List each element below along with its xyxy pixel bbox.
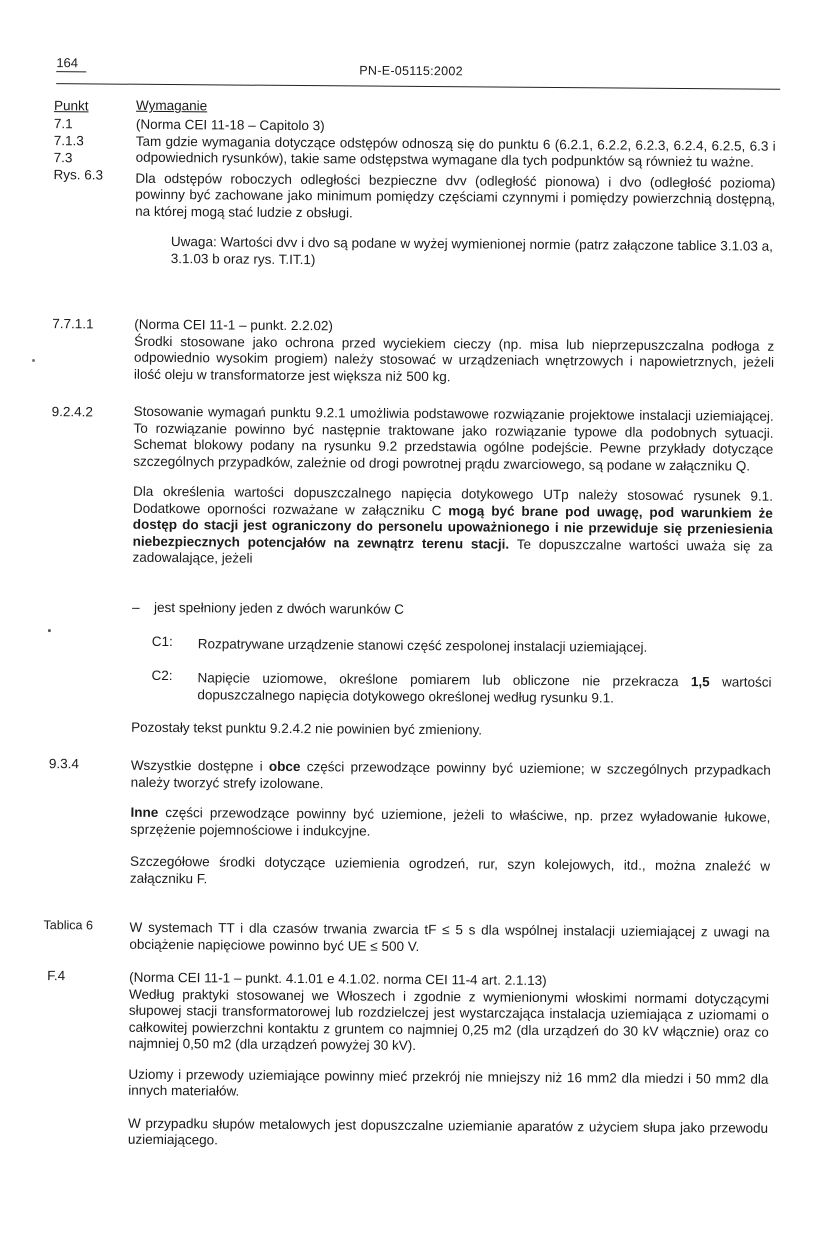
s3-p2-text-a: Dla określenia wartości dopuszczalnego napięcia dotykowego UTp należy stosować rysunek 9.1. Dodatkowe oporności rozważane w załączniku C — [132, 483, 774, 518]
s4-p1-c: części przewodzące powinny być uziemione; w szczególnych przypadkach należy tworzyć strefy izolowane. — [130, 759, 771, 791]
c2-label: C2: — [151, 667, 173, 684]
s1-norm-ref: (Norma CEI 11-18 – Capitolo 3) — [135, 116, 325, 134]
s6-paragraph-3: W przypadku słupów metalowych jest dopuszczalne uziemianie aparatów z użyciem słupa jako przewodu uziemiającego. — [127, 1115, 769, 1148]
s4-p1-a: Wszystkie dostępne i — [130, 757, 270, 774]
section-1-refs — [53, 115, 124, 184]
c1-text: Rozpatrywane urządzenie stanowi część zespolonej instalacji uziemiającej. — [197, 636, 648, 655]
section-6-body — [128, 970, 769, 1154]
s1-paragraph-1: Tam gdzie wymagania dotyczące odstępów odnoszą się do punktu 6 (6.2.1, 6.2.2, 6.2.3, 6.2.4, 6.2.5, 6.3 i odpowiednich rysunków), takie same odstępstwa wymagane dla tych podpunktów są również tu ważne. — [135, 133, 776, 170]
c2-text-a: Napięcie uziomowe, określone pomiarem lub obliczone nie przekracza — [197, 670, 691, 690]
s4-paragraph-2 — [130, 805, 770, 843]
section-3-body — [132, 404, 773, 572]
s4-p2-b: części przewodzące powinny być uziemione, jeżeli to właściwe, np. przez wyładowanie łukowe, sprzężenie pojemnościowe i indukcyjne. — [130, 804, 771, 839]
ref-rys-6-3: Rys. 6.3 — [53, 167, 104, 183]
margin-dot-2 — [32, 359, 35, 362]
c1-label: C1: — [151, 633, 173, 650]
column-heading-punkt: Punkt — [53, 98, 89, 114]
section-1-body — [135, 117, 776, 272]
s1-paragraph-2: Dla odstępów roboczych odległości bezpieczne dvv (odległość pionowa) i dvo (odległość pozioma) powinny być zachowane jako minimum pomiędzy częściami czynnymi i pomiędzy powierzchnią dostępną, na której mogą stać ludzie z obsługi. — [135, 170, 776, 220]
s3-paragraph-1: Stosowanie wymagań punktu 9.2.1 umożliwia podstawowe rozwiązanie projektowe instalacji uziemiającej. To rozwiązanie powinno być następnie traktowane jako rozwiązanie typowe dla podobnych sytuacji. Schemat blokowy podany na rysunku 9.2 przedstawia ogólne podejście. Pewne przykłady dotyczące szczególnych przypadków, zależnie od drogi powrotnej prądu zwarciowego, są podane w załączniku Q. — [133, 403, 774, 474]
ref-7-7-1-1: 7.7.1.1 — [52, 316, 94, 332]
column-heading-wymaganie: Wymaganie — [135, 97, 208, 114]
s3-bullet: jest spełniony jeden z dwóch warunków C — [154, 599, 405, 617]
ref-f-4: F.4 — [47, 968, 66, 984]
document-title: PN-E-05115:2002 — [359, 63, 464, 79]
margin-dot — [48, 629, 51, 632]
c2-text-c: wartości dopuszczalnego napięcia dotykowego określonej według rysunku 9.1. — [197, 674, 772, 706]
ref-9-2-4-2: 9.2.4.2 — [51, 404, 93, 420]
c2-bold-value: 1,5 — [690, 674, 710, 690]
s4-paragraph-1 — [131, 758, 771, 796]
section-4-body — [130, 758, 771, 892]
s6-paragraph-2: Uziomy i przewody uziemiające powinny mieć przekrój nie mniejszy niż 16 mm2 dla miedzi i 50 mm2 dla innych materiałów. — [128, 1066, 769, 1099]
s6-paragraph-1: Według praktyki stosowanej we Włoszech i zgodnie z wymienionymi włoskimi normami dotyczącymi słupowej stacji transformatorowej lub rozdzielczej jest wystarczająca instalacja uziemiająca z uziomami o całkowitej powierzchni kontaktu z gruntem co najmniej 0,25 m2 (dla urządzeń do 30 kV włącznie) oraz co najmniej 0,50 m2 (dla urządzeń powyżej 30 kV). — [128, 986, 770, 1053]
s6-norm-ref: (Norma CEI 11-1 – punkt. 4.1.01 e 4.1.02. norma CEI 11-4 art. 2.1.13) — [129, 969, 547, 989]
ref-9-3-4: 9.3.4 — [48, 756, 79, 772]
s3-p2-bold: mogą być brane pod uwagę, pod warunkiem że dostęp do stacji jest ograniczony do personelu upoważnionego i nie przewiduje się przeniesienia niebezpiecznych potencjałów na zewnątrz terenu stacji. — [132, 502, 773, 552]
s3-p2-text-c: Te dopuszczalne wartości uważa się za zadowalające, jeżeli — [132, 536, 773, 566]
s5-paragraph: W systemach TT i dla czasów trwania zwarcia tF ≤ 5 s dla wspólnej instalacji uziemiającej z uwagi na obciążenie napięciowe powinno być UE ≤ 500 V. — [129, 919, 770, 954]
ref-7-3: 7.3 — [53, 150, 73, 166]
s1-note: Uwaga: Wartości dvv i dvo są podane w wyżej wymienionej normie (patrz załączone tablice 3.1.03 a, 3.1.03 b oraz rys. T.IT.1) — [170, 234, 774, 267]
bullet-dash: – — [132, 599, 140, 615]
page-number: 164 — [56, 55, 79, 71]
c2-text — [197, 670, 771, 708]
header-rule — [56, 83, 780, 90]
s4-p2-bold: Inne — [130, 804, 159, 820]
s2-paragraph: Środki stosowane jako ochrona przed wyciekiem cieczy (np. misa lub nieprzepuszczalna podłoga z odpowiednio wysokim progiem) należy stosować w urządzeniach wnętrzowych i napowietrznych, jeżeli ilość oleju w transformatorze jest większa niż 500 kg. — [133, 333, 775, 384]
page-number-rule — [56, 71, 86, 72]
s4-p1-bold: obce — [268, 758, 301, 775]
section-2-body — [134, 317, 774, 388]
ref-7-1-3: 7.1.3 — [53, 133, 84, 149]
s4-paragraph-3: Szczegółowe środki dotyczące uziemienia ogrodzeń, rur, szyn kolejowych, itd., można znaleźć w załączniku F. — [129, 853, 771, 886]
s3-paragraph-2 — [132, 484, 773, 572]
ref-tablica-6: Tablica 6 — [43, 918, 93, 933]
s3-paragraph-3: Pozostały tekst punktu 9.2.4.2 nie powinien być zmieniony. — [131, 719, 483, 738]
s2-norm-ref: (Norma CEI 11-1 – punkt. 2.2.02) — [134, 316, 333, 334]
ref-7-1: 7.1 — [53, 116, 73, 132]
